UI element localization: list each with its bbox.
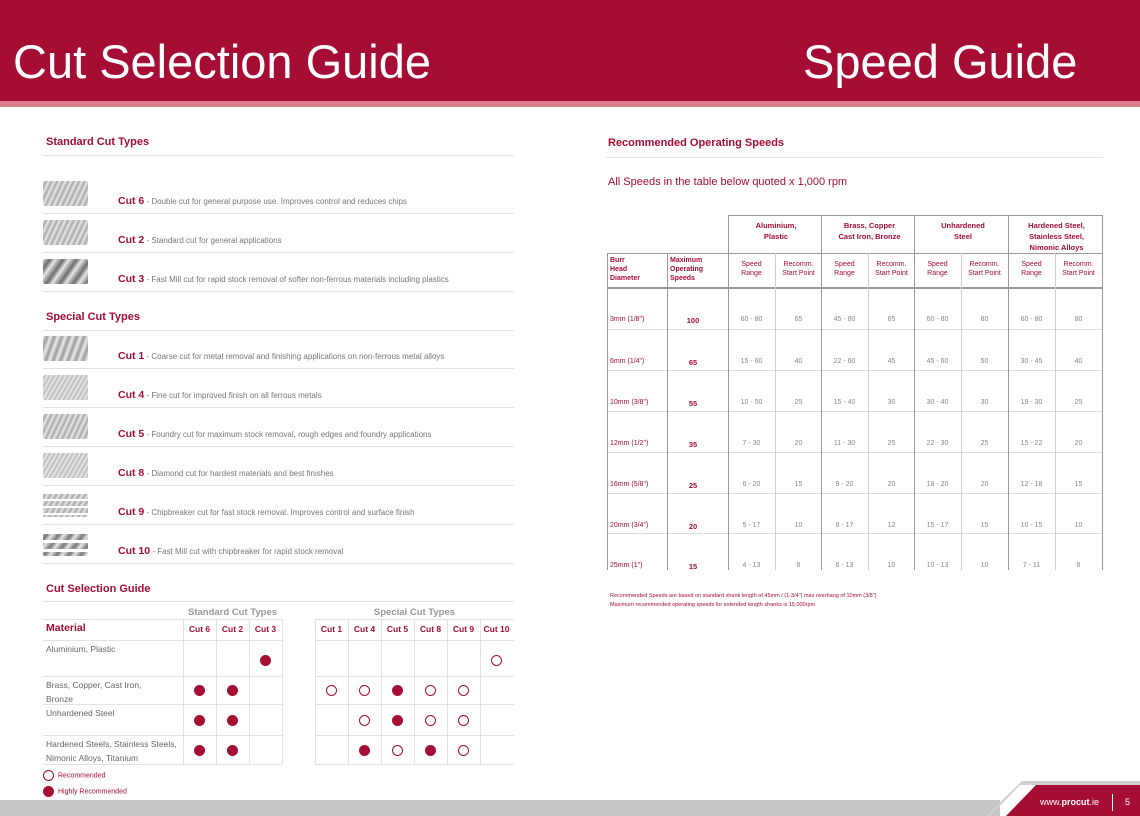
max-speed-header: Maximum Operating Speeds	[670, 257, 704, 282]
speed-cell: 10	[1074, 522, 1083, 529]
cut-name: Cut 4	[118, 389, 145, 401]
filled-circle-icon	[392, 685, 403, 696]
speed-cell: 18 - 20	[926, 481, 949, 488]
speed-cell: 40	[794, 358, 803, 365]
burr-cut6-image	[43, 181, 88, 206]
open-circle-icon	[359, 685, 370, 696]
max-speed: 55	[688, 399, 698, 408]
speed-cell: 65	[887, 316, 896, 323]
open-circle-icon	[458, 745, 469, 756]
column-header: Cut 2	[221, 624, 244, 634]
speed-cell: 8	[796, 562, 801, 569]
speed-cell: 10	[794, 522, 803, 529]
filled-circle-icon	[359, 745, 370, 756]
burr-cut2-image	[43, 220, 88, 245]
grid-line	[414, 619, 415, 764]
material-group-header: Unhardened Steel	[941, 221, 985, 241]
speed-range-header: Speed Range	[741, 261, 762, 277]
cut-name: Cut 10	[118, 545, 151, 557]
grid-line	[348, 619, 349, 764]
standard-cut-types-title: Standard Cut Types	[46, 136, 150, 148]
speed-cell: 11 - 30	[833, 440, 856, 447]
speed-cell: 30 - 45	[1020, 358, 1043, 365]
burr-diameter-header: Burr Head Diameter	[610, 257, 640, 282]
special-cut-types-title: Special Cut Types	[46, 311, 140, 323]
right-page-title: Speed Guide	[803, 35, 1078, 88]
speed-cell: 8 - 17	[835, 522, 854, 529]
speed-cell: 15 - 60	[740, 358, 763, 365]
filled-circle-icon	[43, 786, 54, 797]
footnote-extended-shanks: Maximum recommended operating speeds for extended length shanks is 15,000rpm	[610, 602, 816, 608]
legend-highly-recommended	[43, 786, 127, 797]
filled-circle-icon	[227, 685, 238, 696]
filled-circle-icon	[260, 655, 271, 666]
filled-circle-icon	[194, 685, 205, 696]
grid-line	[43, 640, 282, 641]
speed-cell: 25	[887, 440, 896, 447]
speed-cell: 60 - 80	[926, 316, 949, 323]
burr-size: 12mm (1/2")	[610, 440, 649, 447]
speed-cell: 20	[887, 481, 896, 488]
speed-cell: 15 - 22	[1020, 440, 1043, 447]
cut-description	[118, 545, 344, 557]
grid-line	[315, 764, 514, 765]
cut-desc: - Foundry cut for maximum stock removal, rough edges and foundry applications	[144, 430, 432, 439]
speed-cell: 12 - 18	[1020, 481, 1043, 488]
burr-cut3-image	[43, 259, 88, 284]
legend-recommended	[43, 770, 105, 781]
grid-line	[480, 619, 481, 764]
speed-cell: 10 - 50	[740, 399, 763, 406]
left-page-title: Cut Selection Guide	[13, 35, 432, 88]
cut-desc: - Double cut for general purpose use. Improves control and reduces chips	[144, 197, 408, 206]
speed-cell: 8	[1076, 562, 1081, 569]
speed-cell: 80	[980, 316, 989, 323]
cut-desc: - Fast Mill cut for rapid stock removal of softer non-ferrous materials including plastics	[144, 275, 449, 284]
speed-cell: 30 - 40	[926, 399, 949, 406]
cut-name: Cut 2	[118, 234, 145, 246]
speed-cell: 20	[794, 440, 803, 447]
speed-note: All Speeds in the table below quoted x 1,000 rpm	[608, 176, 848, 188]
cut-selection-title: Cut Selection Guide	[46, 583, 151, 595]
speed-cell: 15	[980, 522, 989, 529]
cut-desc: - Fine cut for improved finish on all ferrous metals	[144, 391, 322, 400]
cut-item-9	[43, 486, 514, 525]
open-circle-icon	[425, 685, 436, 696]
speed-cell: 45 - 80	[833, 316, 856, 323]
standard-group-header: Standard Cut Types	[187, 607, 278, 618]
grid-line	[607, 493, 1103, 494]
speed-cell: 15 - 40	[833, 399, 856, 406]
cut-name: Cut 3	[118, 273, 145, 285]
material-group-header: Hardened Steel, Stainless Steel, Nimonic Alloys	[1028, 221, 1085, 252]
cut-name: Cut 8	[118, 467, 145, 479]
speed-cell: 7 - 30	[742, 440, 761, 447]
section-divider	[606, 157, 1103, 158]
speed-cell: 50	[980, 358, 989, 365]
speed-range-header: Speed Range	[834, 261, 855, 277]
speed-cell: 15	[1074, 481, 1083, 488]
grid-line	[249, 619, 250, 764]
speed-cell: 7 - 11	[1022, 562, 1041, 569]
column-header: Cut 3	[254, 624, 277, 634]
max-speed: 35	[688, 440, 698, 449]
speed-cell: 19 - 30	[1020, 399, 1043, 406]
material-group-header: Brass, Copper Cast Iron, Bronze	[838, 221, 901, 241]
column-header: Cut 1	[320, 624, 343, 634]
material-group-header: Aluminium, Plastic	[755, 221, 797, 241]
burr-cut5-image	[43, 414, 88, 439]
burr-cut1-image	[43, 336, 88, 361]
speed-cell: 6 - 13	[835, 562, 854, 569]
burr-size: 25mm (1")	[610, 562, 643, 569]
cut-item-10	[43, 525, 514, 564]
grid-line	[607, 411, 1103, 412]
grid-line	[43, 735, 282, 736]
speed-cell: 20	[1074, 440, 1083, 447]
grid-line	[1102, 215, 1103, 570]
grid-line	[216, 619, 217, 764]
grid-line	[43, 676, 282, 677]
cut-item-8	[43, 447, 514, 486]
cut-name: Cut 5	[118, 428, 145, 440]
cut-item-6	[43, 175, 514, 214]
cut-name: Cut 6	[118, 195, 145, 207]
grid-line	[607, 370, 1103, 371]
start-point-header: Recomm. Start Point	[782, 261, 815, 277]
grid-line	[607, 253, 1103, 254]
burr-cut8-image	[43, 453, 88, 478]
burr-cut10-image	[43, 531, 88, 556]
grid-line	[381, 619, 382, 764]
grid-line	[607, 452, 1103, 453]
grid-line	[728, 215, 1103, 216]
speed-cell: 15 - 17	[926, 522, 949, 529]
speed-cell: 25	[980, 440, 989, 447]
open-circle-icon	[326, 685, 337, 696]
speed-cell: 40	[1074, 358, 1083, 365]
speed-cell: 30	[887, 399, 896, 406]
grid-line	[607, 533, 1103, 534]
cut-description	[118, 273, 449, 285]
column-header: Cut 8	[419, 624, 442, 634]
speed-cell: 22 - 60	[833, 358, 856, 365]
speed-cell: 12	[887, 522, 896, 529]
speed-cell: 60 - 80	[740, 316, 763, 323]
speed-cell: 5 - 17	[742, 522, 761, 529]
max-speed: 15	[688, 562, 698, 571]
filled-circle-icon	[392, 715, 403, 726]
cut-desc: - Chipbreaker cut for fast stock removal. Improves control and surface finish	[144, 508, 415, 517]
burr-cut9-image	[43, 492, 88, 517]
footer-url: www.procut.ie	[1040, 797, 1100, 807]
column-header: Cut 5	[386, 624, 409, 634]
grid-line	[447, 619, 448, 764]
cut-description	[118, 234, 282, 246]
grid-line	[315, 619, 316, 764]
page-number: 5	[1125, 797, 1131, 807]
speed-cell: 9 - 20	[835, 481, 854, 488]
speed-cell: 25	[794, 399, 803, 406]
footnote-shank-length: Recommended Speeds are based on standard shank length of 45mm / (1-3/4") max overhang of 10mm (3/8")	[610, 593, 877, 599]
speed-cell: 10	[980, 562, 989, 569]
speed-cell: 10 - 13	[926, 562, 949, 569]
cut-item-5	[43, 408, 514, 447]
speed-title: Recommended Operating Speeds	[608, 137, 785, 149]
cut-description	[118, 506, 415, 518]
burr-size: 6mm (1/4")	[610, 358, 645, 365]
column-header: Cut 10	[483, 624, 510, 634]
material-label: Aluminium, Plastic	[46, 644, 116, 654]
cut-item-1	[43, 330, 514, 369]
cut-desc: - Coarse cut for metal removal and finishing applications on non-ferrous metal alloys	[144, 352, 445, 361]
speed-cell: 45 - 60	[926, 358, 949, 365]
speed-cell: 25	[1074, 399, 1083, 406]
speed-cell: 22 - 30	[926, 440, 949, 447]
column-header: Cut 4	[353, 624, 376, 634]
speed-cell: 65	[794, 316, 803, 323]
burr-size: 3mm (1/8")	[610, 316, 645, 323]
speed-cell: 80	[1074, 316, 1083, 323]
column-header: Cut 6	[188, 624, 211, 634]
footer-brand: procut	[1061, 797, 1090, 807]
grid-line	[667, 253, 668, 570]
grid-line	[282, 619, 283, 764]
open-circle-icon	[458, 685, 469, 696]
footer-bar	[0, 800, 1000, 816]
burr-size: 16mm (5/8")	[610, 481, 649, 488]
grid-line	[607, 329, 1103, 330]
speed-cell: 10 - 15	[1020, 522, 1043, 529]
cut-description	[118, 350, 444, 362]
start-point-header: Recomm. Start Point	[968, 261, 1001, 277]
grid-line	[43, 619, 282, 620]
section-divider	[43, 155, 514, 156]
max-speed: 65	[688, 358, 698, 367]
column-header: Cut 9	[452, 624, 475, 634]
cut-description	[118, 195, 407, 207]
header-accent-strip	[0, 101, 1140, 107]
filled-circle-icon	[227, 715, 238, 726]
start-point-header: Recomm. Start Point	[1062, 261, 1095, 277]
speed-range-header: Speed Range	[1021, 261, 1042, 277]
speed-cell: 10	[887, 562, 896, 569]
start-point-header: Recomm. Start Point	[875, 261, 908, 277]
open-circle-icon	[425, 715, 436, 726]
material-label: Hardened Steels, Stainless Steels, Nimonic Alloys, Titanium	[46, 739, 177, 763]
section-divider	[43, 601, 514, 602]
open-circle-icon	[359, 715, 370, 726]
cut-desc: - Diamond cut for hardest materials and best finishes	[144, 469, 334, 478]
speed-cell: 20	[980, 481, 989, 488]
burr-size: 10mm (3/8")	[610, 399, 649, 406]
max-speed: 20	[688, 522, 698, 531]
cut-name: Cut 1	[118, 350, 145, 362]
speed-cell: 6 - 20	[742, 481, 761, 488]
cut-item-2	[43, 214, 514, 253]
cut-item-4	[43, 369, 514, 408]
cut-name: Cut 9	[118, 506, 145, 518]
grid-line	[183, 619, 184, 764]
footer-separator	[1112, 794, 1113, 811]
cut-description	[118, 467, 334, 479]
speed-cell: 30	[980, 399, 989, 406]
max-speed: 25	[688, 481, 698, 490]
cut-description	[118, 428, 432, 440]
material-header: Material	[46, 622, 86, 634]
filled-circle-icon	[194, 715, 205, 726]
special-group-header: Special Cut Types	[373, 607, 456, 618]
cut-item-3	[43, 253, 514, 292]
legend-label: Highly Recommended	[58, 788, 127, 796]
burr-cut4-image	[43, 375, 88, 400]
filled-circle-icon	[425, 745, 436, 756]
speed-cell: 15	[794, 481, 803, 488]
speed-range-header: Speed Range	[927, 261, 948, 277]
burr-size: 20mm (3/4")	[610, 522, 649, 529]
filled-circle-icon	[227, 745, 238, 756]
cut-description	[118, 389, 322, 401]
open-circle-icon	[392, 745, 403, 756]
filled-circle-icon	[194, 745, 205, 756]
open-circle-icon	[43, 770, 54, 781]
legend-label: Recommended	[58, 772, 106, 780]
open-circle-icon	[491, 655, 502, 666]
speed-cell: 45	[887, 358, 896, 365]
open-circle-icon	[458, 715, 469, 726]
cut-desc: - Fast Mill cut with chipbreaker for rapid stock removal	[150, 547, 344, 556]
cut-desc: - Standard cut for general applications	[144, 236, 282, 245]
grid-line	[607, 287, 1103, 289]
speed-cell: 60 - 80	[1020, 316, 1043, 323]
speed-cell: 4 - 13	[742, 562, 761, 569]
material-label: Brass, Copper, Cast Iron, Bronze	[46, 680, 142, 704]
max-speed: 100	[686, 316, 700, 325]
grid-line	[607, 253, 608, 570]
material-label: Unhardened Steel	[46, 708, 115, 718]
